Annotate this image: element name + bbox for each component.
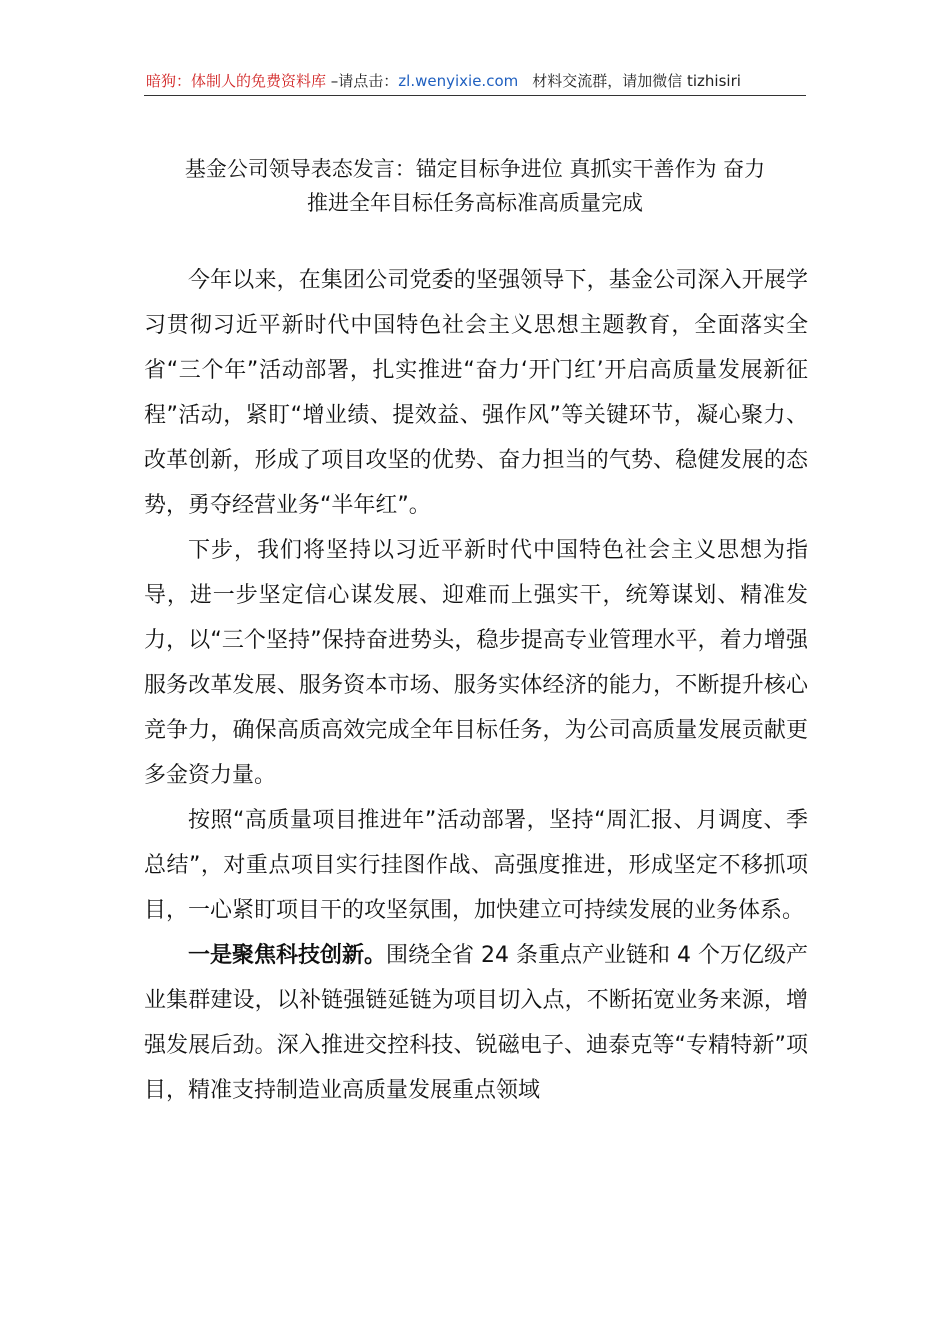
header-separator: –请点击： — [326, 72, 399, 90]
header-link[interactable]: zl.wenyixie.com — [398, 72, 519, 90]
header-brand[interactable]: 暗狗：体制人的免费资料库 — [146, 72, 327, 90]
document-title — [130, 152, 820, 220]
page-header — [146, 70, 806, 92]
paragraph-4 — [144, 933, 808, 1113]
title-line-2: 推进全年目标任务高标准高质量完成 — [307, 191, 643, 215]
paragraph-4-lead: 一是聚焦科技创新。 — [188, 943, 387, 968]
document-body — [144, 258, 808, 1113]
header-divider — [144, 95, 806, 96]
paragraph-2: 下步，我们将坚持以习近平新时代中国特色社会主义思想为指导，进一步坚定信心谋发展、迎难而上强实干，统筹谋划、精准发力，以“三个坚持”保持奋进势头，稳步提高专业管理水平，着力增强服务改革发展、服务资本市场、服务实体经济的能力，不断提升核心竞争力，确保高质高效完成全年目标任务，为公司高质量发展贡献更多金资力量。 — [144, 538, 808, 788]
title-line-1: 基金公司领导表态发言：锚定目标争进位 真抓实干善作为 奋力 — [184, 157, 766, 181]
paragraph-1: 今年以来，在集团公司党委的坚强领导下，基金公司深入开展学习贯彻习近平新时代中国特色社会主义思想主题教育，全面落实全省“三个年”活动部署，扎实推进“奋力‘开门红’开启高质量发展新征程”活动，紧盯“增业绩、提效益、强作风”等关键环节，凝心聚力、改革创新，形成了项目攻坚的优势、奋力担当的气势、稳健发展的态势，勇夺经营业务“半年红”。 — [144, 268, 808, 518]
paragraph-4-text: 围绕全省 24 条重点产业链和 4 个万亿级产业集群建设，以补链强链延链为项目切入点，不断拓宽业务来源，增强发展后劲。深入推进交控科技、锐磁电子、迪泰克等“专精特新”项目，精准支持制造业高质量发展重点领域 — [144, 943, 808, 1103]
paragraph-3: 按照“高质量项目推进年”活动部署，坚持“周汇报、月调度、季总结”，对重点项目实行挂图作战、高强度推进，形成坚定不移抓项目，一心紧盯项目干的攻坚氛围，加快建立可持续发展的业务体系。 — [144, 808, 808, 923]
header-wechat: 材料交流群，请加微信 tizhisiri — [532, 72, 741, 90]
